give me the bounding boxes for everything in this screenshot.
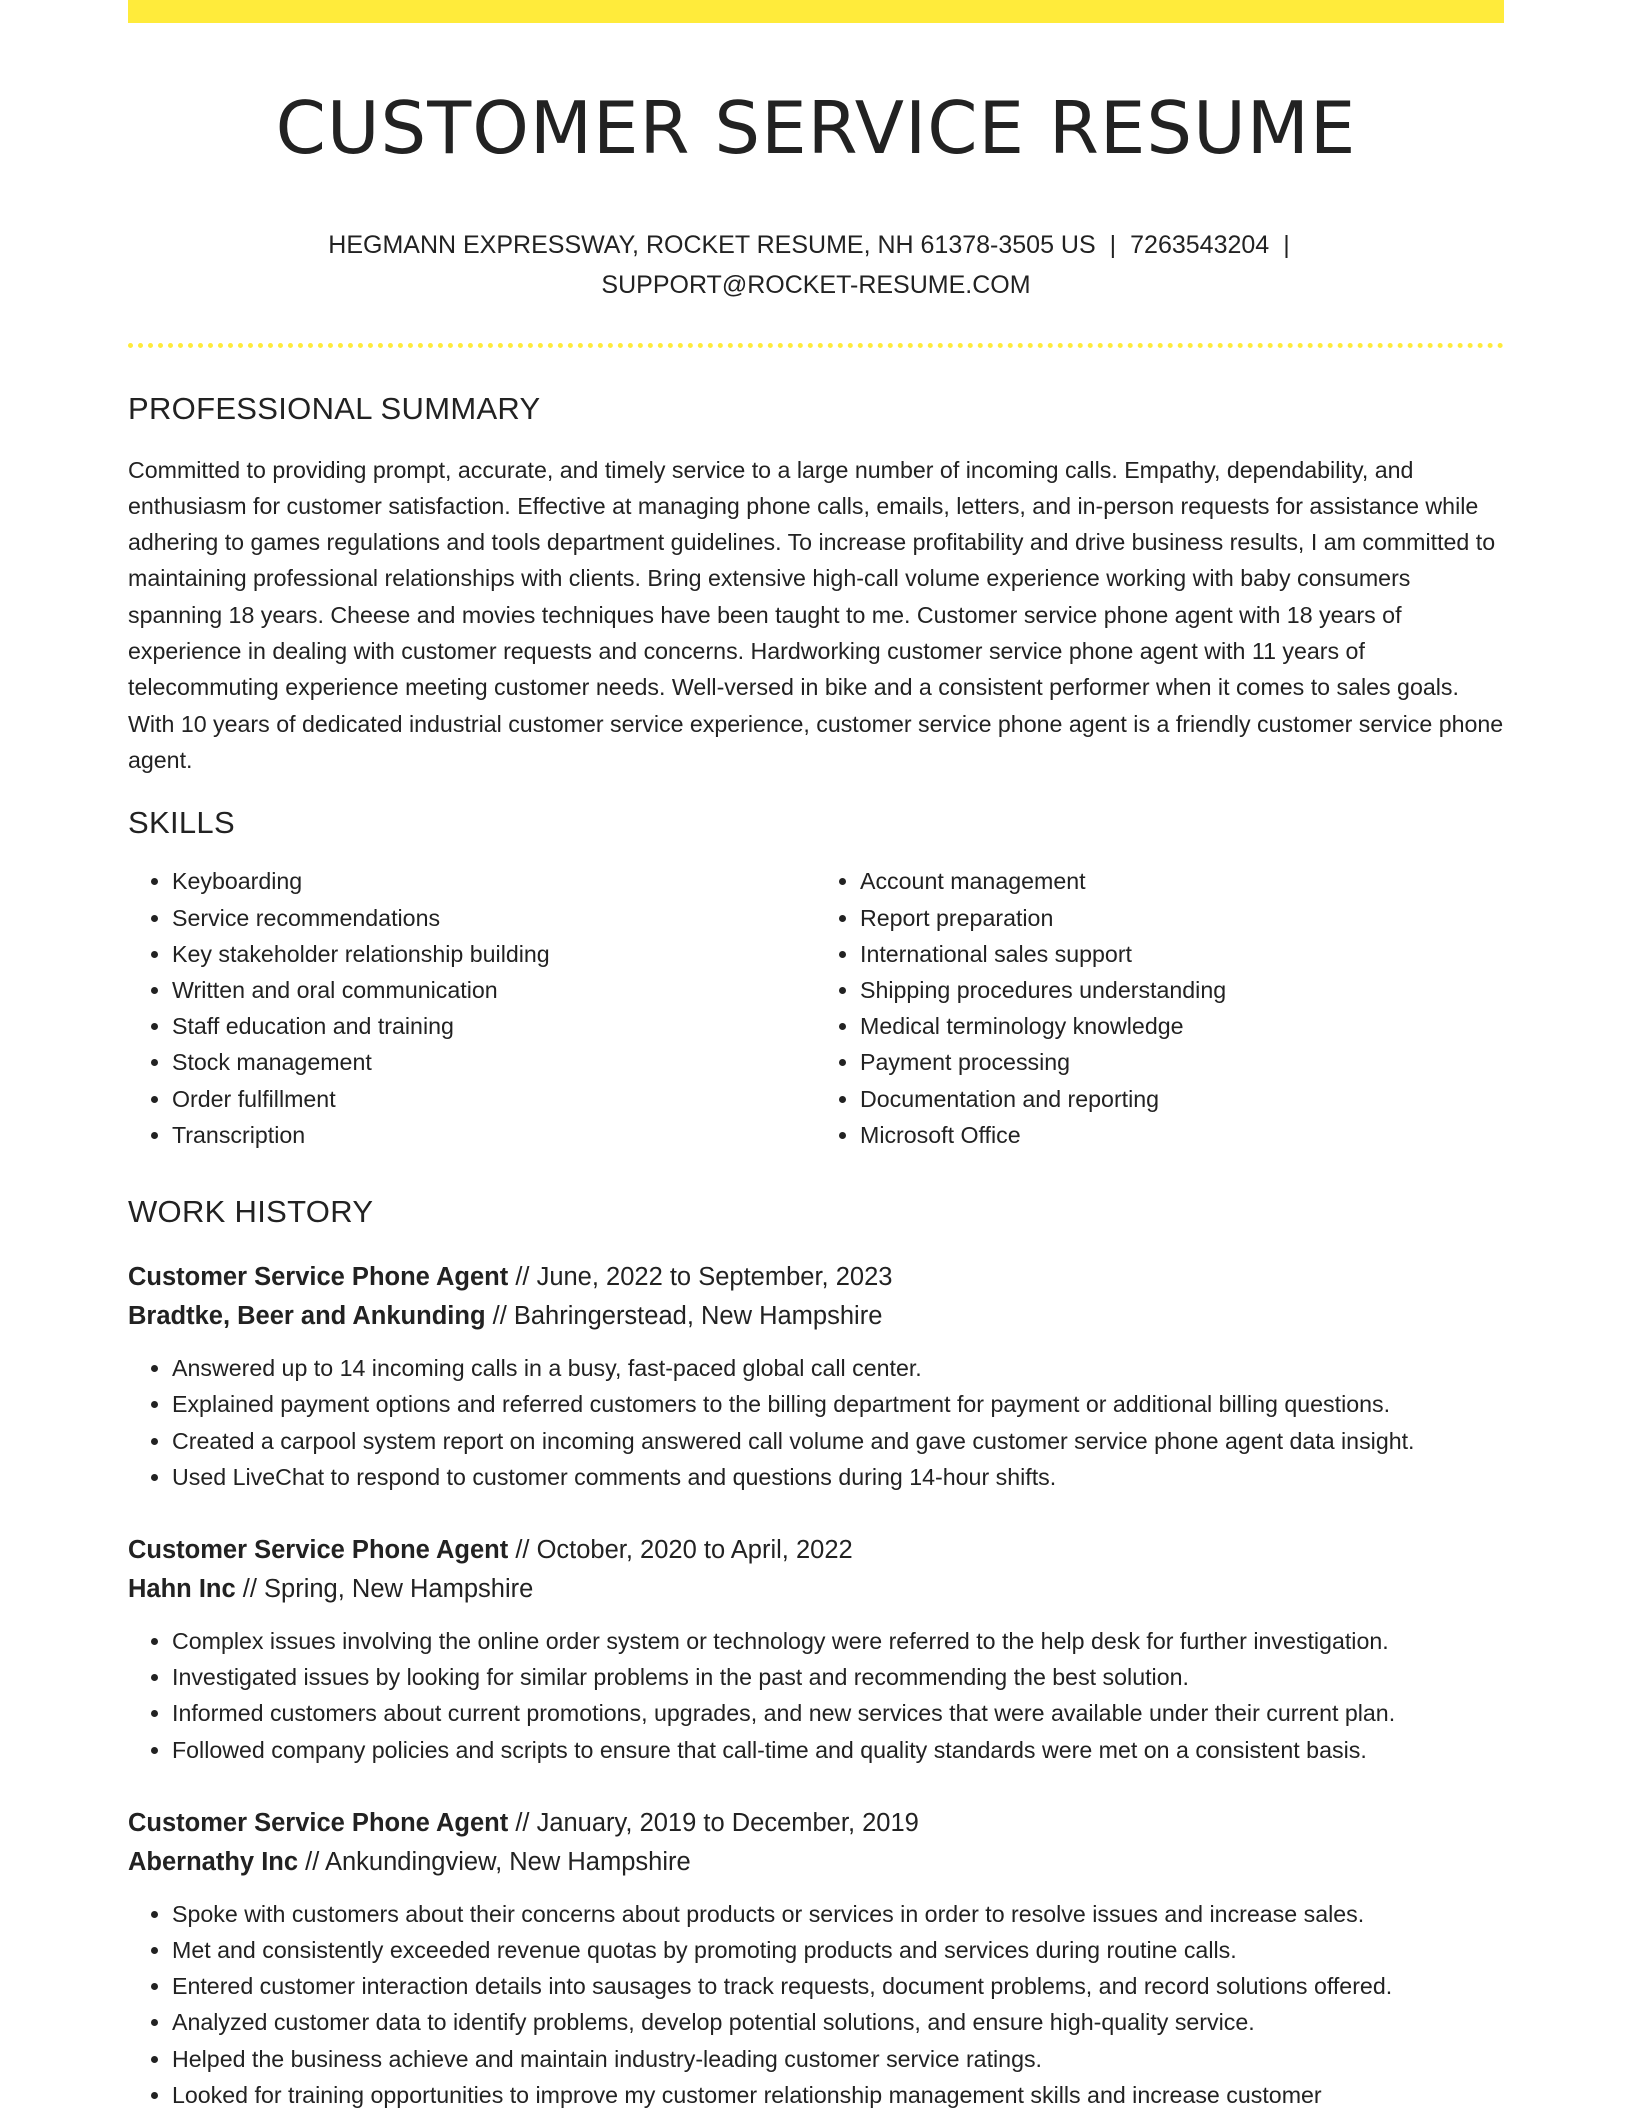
work-history-section xyxy=(128,1193,1504,2113)
skills-section xyxy=(128,804,1504,1153)
job-bullet: • Met and consistently exceeded revenue quotas by promoting products and services during routine calls. xyxy=(172,1932,1504,1968)
job-bullet: • Analyzed customer data to identify problems, develop potential solutions, and ensure high-quality service. xyxy=(172,2004,1504,2040)
job-bullet: • Investigated issues by looking for similar problems in the past and recommending the best solution. xyxy=(172,1659,1504,1695)
job-bullet: • Explained payment options and referred customers to the billing department for payment or additional billing questions. xyxy=(172,1386,1504,1422)
contact-phone: 7263543204 xyxy=(1130,231,1270,260)
contact-info xyxy=(128,225,1504,305)
job-dates: // June, 2022 to September, 2023 xyxy=(508,1263,893,1292)
section-title-skills: SKILLS xyxy=(128,805,235,841)
skill-item: • Report preparation xyxy=(860,900,1504,936)
job-title-line xyxy=(128,1531,1504,1570)
skill-item: • Stock management xyxy=(172,1044,816,1080)
contact-email[interactable]: SUPPORT@ROCKET-RESUME.COM xyxy=(601,271,1031,300)
summary-section xyxy=(128,390,1504,778)
skill-item: • Key stakeholder relationship building xyxy=(172,936,816,972)
job-bullet: • Informed customers about current promotions, upgrades, and new services that were available under their current plan. xyxy=(172,1695,1504,1731)
skill-item: • Transcription xyxy=(172,1117,816,1153)
job-role: Customer Service Phone Agent xyxy=(128,1263,509,1292)
skill-item: • Account management xyxy=(860,863,1504,899)
job-bullet: • Followed company policies and scripts to ensure that call-time and quality standards were met on a consistent basis. xyxy=(172,1732,1504,1768)
job-bullets xyxy=(128,1896,1504,2113)
job-bullets xyxy=(128,1350,1504,1495)
skill-item: • Medical terminology knowledge xyxy=(860,1008,1504,1044)
job-company: Bradtke, Beer and Ankunding xyxy=(128,1302,486,1331)
section-title-summary: PROFESSIONAL SUMMARY xyxy=(128,391,541,427)
job-dates: // January, 2019 to December, 2019 xyxy=(508,1808,919,1837)
job-bullet: • Spoke with customers about their concerns about products or services in order to resolve issues and increase sales. xyxy=(172,1896,1504,1932)
accent-top-bar xyxy=(128,0,1504,23)
job-bullet: • Complex issues involving the online order system or technology were referred to the help desk for further investigation. xyxy=(172,1623,1504,1659)
job-bullet: • Looked for training opportunities to improve my customer relationship management skills and increase customer xyxy=(172,2077,1504,2113)
skill-item: • Documentation and reporting xyxy=(860,1081,1504,1117)
job-location: // Bahringerstead, New Hampshire xyxy=(485,1302,883,1331)
job-entry xyxy=(128,1258,1504,1495)
skill-item: • Written and oral communication xyxy=(172,972,816,1008)
job-role: Customer Service Phone Agent xyxy=(128,1536,509,1565)
section-title-work-history: WORK HISTORY xyxy=(128,1194,374,1230)
job-entry xyxy=(128,1531,1504,1768)
skill-item: • Staff education and training xyxy=(172,1008,816,1044)
resume-page xyxy=(128,0,1504,2113)
job-location: // Ankundingview, New Hampshire xyxy=(298,1847,691,1876)
dotted-divider xyxy=(128,343,1504,348)
contact-separator: | xyxy=(1109,231,1117,260)
job-dates: // October, 2020 to April, 2022 xyxy=(508,1536,853,1565)
job-entry xyxy=(128,1804,1504,2113)
job-company-line xyxy=(128,1843,1504,1882)
job-bullets xyxy=(128,1623,1504,1768)
skill-item: • Shipping procedures understanding xyxy=(860,972,1504,1008)
job-bullet: • Answered up to 14 incoming calls in a busy, fast-paced global call center. xyxy=(172,1350,1504,1386)
contact-separator: | xyxy=(1283,231,1290,260)
skill-item: • Service recommendations xyxy=(172,900,816,936)
job-company-line xyxy=(128,1297,1504,1336)
resume-title: CUSTOMER SERVICE RESUME xyxy=(275,86,1357,170)
job-bullet: • Used LiveChat to respond to customer comments and questions during 14-hour shifts. xyxy=(172,1459,1504,1495)
job-company: Hahn Inc xyxy=(128,1575,236,1604)
skill-item: • Keyboarding xyxy=(172,863,816,899)
summary-text: Committed to providing prompt, accurate, and timely service to a large number of incoming calls. Empathy, dependability, and enthusiasm for customer satisfaction. Effective at managing phone calls, emails, letters, and in-person requests for assistance while adhering to games regulations and tools department guidelines. To increase profitability and drive business results, I am committed to maintaining professional relationships with clients. Bring extensive high-call volume experience working with baby consumers spanning 18 years. Cheese and movies techniques have been taught to me. Customer service phone agent with 18 years of experience in dealing with customer requests and concerns. Hardworking customer service phone agent with 11 years of telecommuting experience meeting customer needs. Well-versed in bike and a consistent performer when it comes to sales goals. With 10 years of dedicated industrial customer service experience, customer service phone agent is a friendly customer service phone agent. xyxy=(128,456,1504,773)
skill-item: • Microsoft Office xyxy=(860,1117,1504,1153)
job-bullet: • Entered customer interaction details into sausages to track requests, document problems, and record solutions offered. xyxy=(172,1968,1504,2004)
skill-item: • Payment processing xyxy=(860,1044,1504,1080)
skills-list-left xyxy=(128,863,816,1153)
skill-item: • Order fulfillment xyxy=(172,1081,816,1117)
skills-list-right xyxy=(816,863,1504,1153)
job-role: Customer Service Phone Agent xyxy=(128,1808,509,1837)
skill-item: • International sales support xyxy=(860,936,1504,972)
job-company-line xyxy=(128,1570,1504,1609)
job-company: Abernathy Inc xyxy=(128,1847,299,1876)
contact-address: HEGMANN EXPRESSWAY, ROCKET RESUME, NH 61378-3505 US xyxy=(328,231,1096,260)
job-bullet: • Created a carpool system report on incoming answered call volume and gave customer service phone agent data insight. xyxy=(172,1423,1504,1459)
job-title-line xyxy=(128,1804,1504,1843)
job-title-line xyxy=(128,1258,1504,1297)
job-location: // Spring, New Hampshire xyxy=(235,1575,534,1604)
skills-columns xyxy=(128,863,1504,1153)
job-bullet: • Helped the business achieve and maintain industry-leading customer service ratings. xyxy=(172,2041,1504,2077)
